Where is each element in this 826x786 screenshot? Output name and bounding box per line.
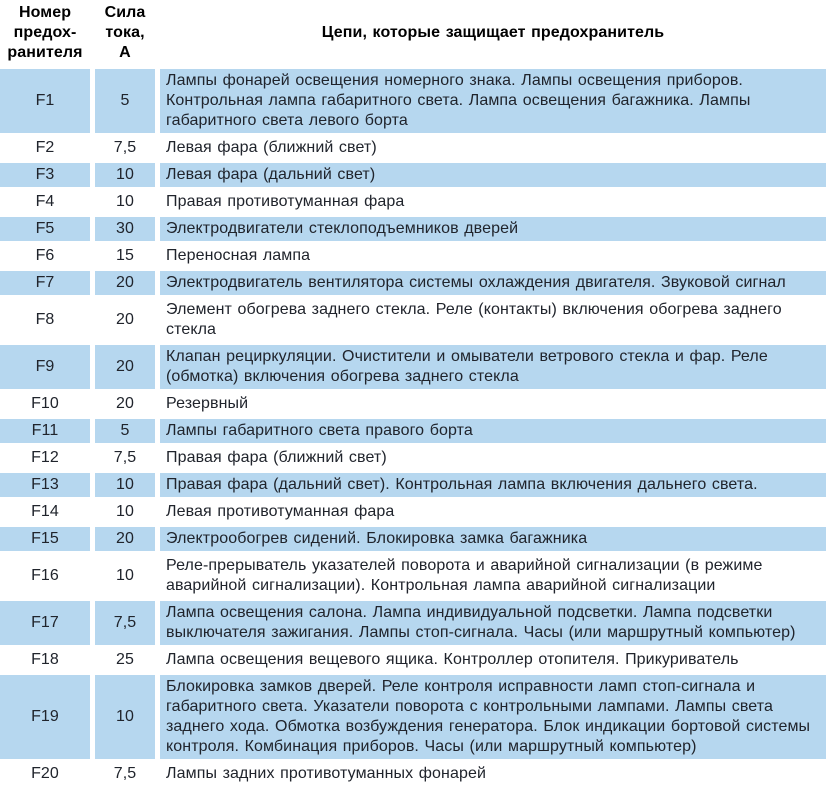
fuse-id-cell: F16 [0,554,90,598]
amperage-cell: 7,5 [95,601,155,645]
amperage-cell: 30 [95,217,155,241]
circuits-cell: Правая фара (дальний свет). Контрольная лампа включения дальнего света. [160,473,826,497]
amperage-cell: 10 [95,473,155,497]
fuse-id-cell: F6 [0,244,90,268]
circuits-cell: Лампы задних противотуманных фонарей [160,762,826,786]
fuse-id-cell: F14 [0,500,90,524]
fuse-id-cell: F8 [0,298,90,342]
circuits-cell: Левая фара (ближний свет) [160,136,826,160]
circuits-cell: Реле-прерыватель указателей поворота и аварийной сигнализации (в режиме аварийной сигнализации). Контрольная лампа аварийной сигнализации [160,554,826,598]
fuse-id-cell: F7 [0,271,90,295]
circuits-cell: Лампа освещения салона. Лампа индивидуальной подсветки. Лампа подсветки выключателя зажигания. Лампы стоп-сигнала. Часы (или маршрутный компьютер) [160,601,826,645]
fuse-id-cell: F13 [0,473,90,497]
amperage-cell: 7,5 [95,446,155,470]
amperage-cell: 20 [95,345,155,389]
amperage-cell: 10 [95,554,155,598]
amperage-cell: 20 [95,392,155,416]
circuits-cell: Клапан рециркуляции. Очистители и омыватели ветрового стекла и фар. Реле (обмотка) включения обогрева заднего стекла [160,345,826,389]
fuse-id-cell: F3 [0,163,90,187]
fuse-id-cell: F18 [0,648,90,672]
column-header-amperage: Сила тока, А [95,0,155,66]
amperage-cell: 5 [95,419,155,443]
fuse-id-cell: F5 [0,217,90,241]
circuits-cell: Правая противотуманная фара [160,190,826,214]
circuits-cell: Лампы фонарей освещения номерного знака. Лампы освещения приборов. Контрольная лампа габаритного света. Лампа освещения багажника. Лампы габаритного света левого борта [160,69,826,133]
amperage-cell: 20 [95,271,155,295]
circuits-cell: Переносная лампа [160,244,826,268]
fuse-id-cell: F20 [0,762,90,786]
fuse-id-cell: F15 [0,527,90,551]
fuse-id-cell: F4 [0,190,90,214]
circuits-cell: Элемент обогрева заднего стекла. Реле (контакты) включения обогрева заднего стекла [160,298,826,342]
fuse-id-cell: F10 [0,392,90,416]
circuits-cell: Блокировка замков дверей. Реле контроля исправности ламп стоп-сигнала и габаритного света. Указатели поворота с контрольными лампами. Лампы света заднего хода. Обмотка возбуждения генератора. Блок индикации бортовой системы контроля. Комбинация приборов. Часы (или маршрутный компьютер) [160,675,826,759]
amperage-cell: 20 [95,298,155,342]
amperage-cell: 7,5 [95,762,155,786]
fuse-id-cell: F19 [0,675,90,759]
amperage-cell: 15 [95,244,155,268]
circuits-cell: Левая фара (дальний свет) [160,163,826,187]
circuits-cell: Электродвигатели стеклоподъемников дверей [160,217,826,241]
amperage-cell: 10 [95,675,155,759]
circuits-cell: Резервный [160,392,826,416]
fuse-id-cell: F1 [0,69,90,133]
amperage-cell: 20 [95,527,155,551]
fuse-id-cell: F12 [0,446,90,470]
fuse-id-cell: F11 [0,419,90,443]
fuse-id-cell: F17 [0,601,90,645]
amperage-cell: 7,5 [95,136,155,160]
amperage-cell: 5 [95,69,155,133]
amperage-cell: 10 [95,500,155,524]
fuse-id-cell: F9 [0,345,90,389]
fuse-id-cell: F2 [0,136,90,160]
circuits-cell: Лампа освещения вещевого ящика. Контроллер отопителя. Прикуриватель [160,648,826,672]
circuits-cell: Электродвигатель вентилятора системы охлаждения двигателя. Звуковой сигнал [160,271,826,295]
column-header-fuse-number: Номер предох-ранителя [0,0,90,66]
amperage-cell: 10 [95,163,155,187]
amperage-cell: 10 [95,190,155,214]
circuits-cell: Электрообогрев сидений. Блокировка замка багажника [160,527,826,551]
circuits-cell: Лампы габаритного света правого борта [160,419,826,443]
column-header-circuits: Цепи, которые защищает предохранитель [160,0,826,66]
circuits-cell: Левая противотуманная фара [160,500,826,524]
amperage-cell: 25 [95,648,155,672]
circuits-cell: Правая фара (ближний свет) [160,446,826,470]
